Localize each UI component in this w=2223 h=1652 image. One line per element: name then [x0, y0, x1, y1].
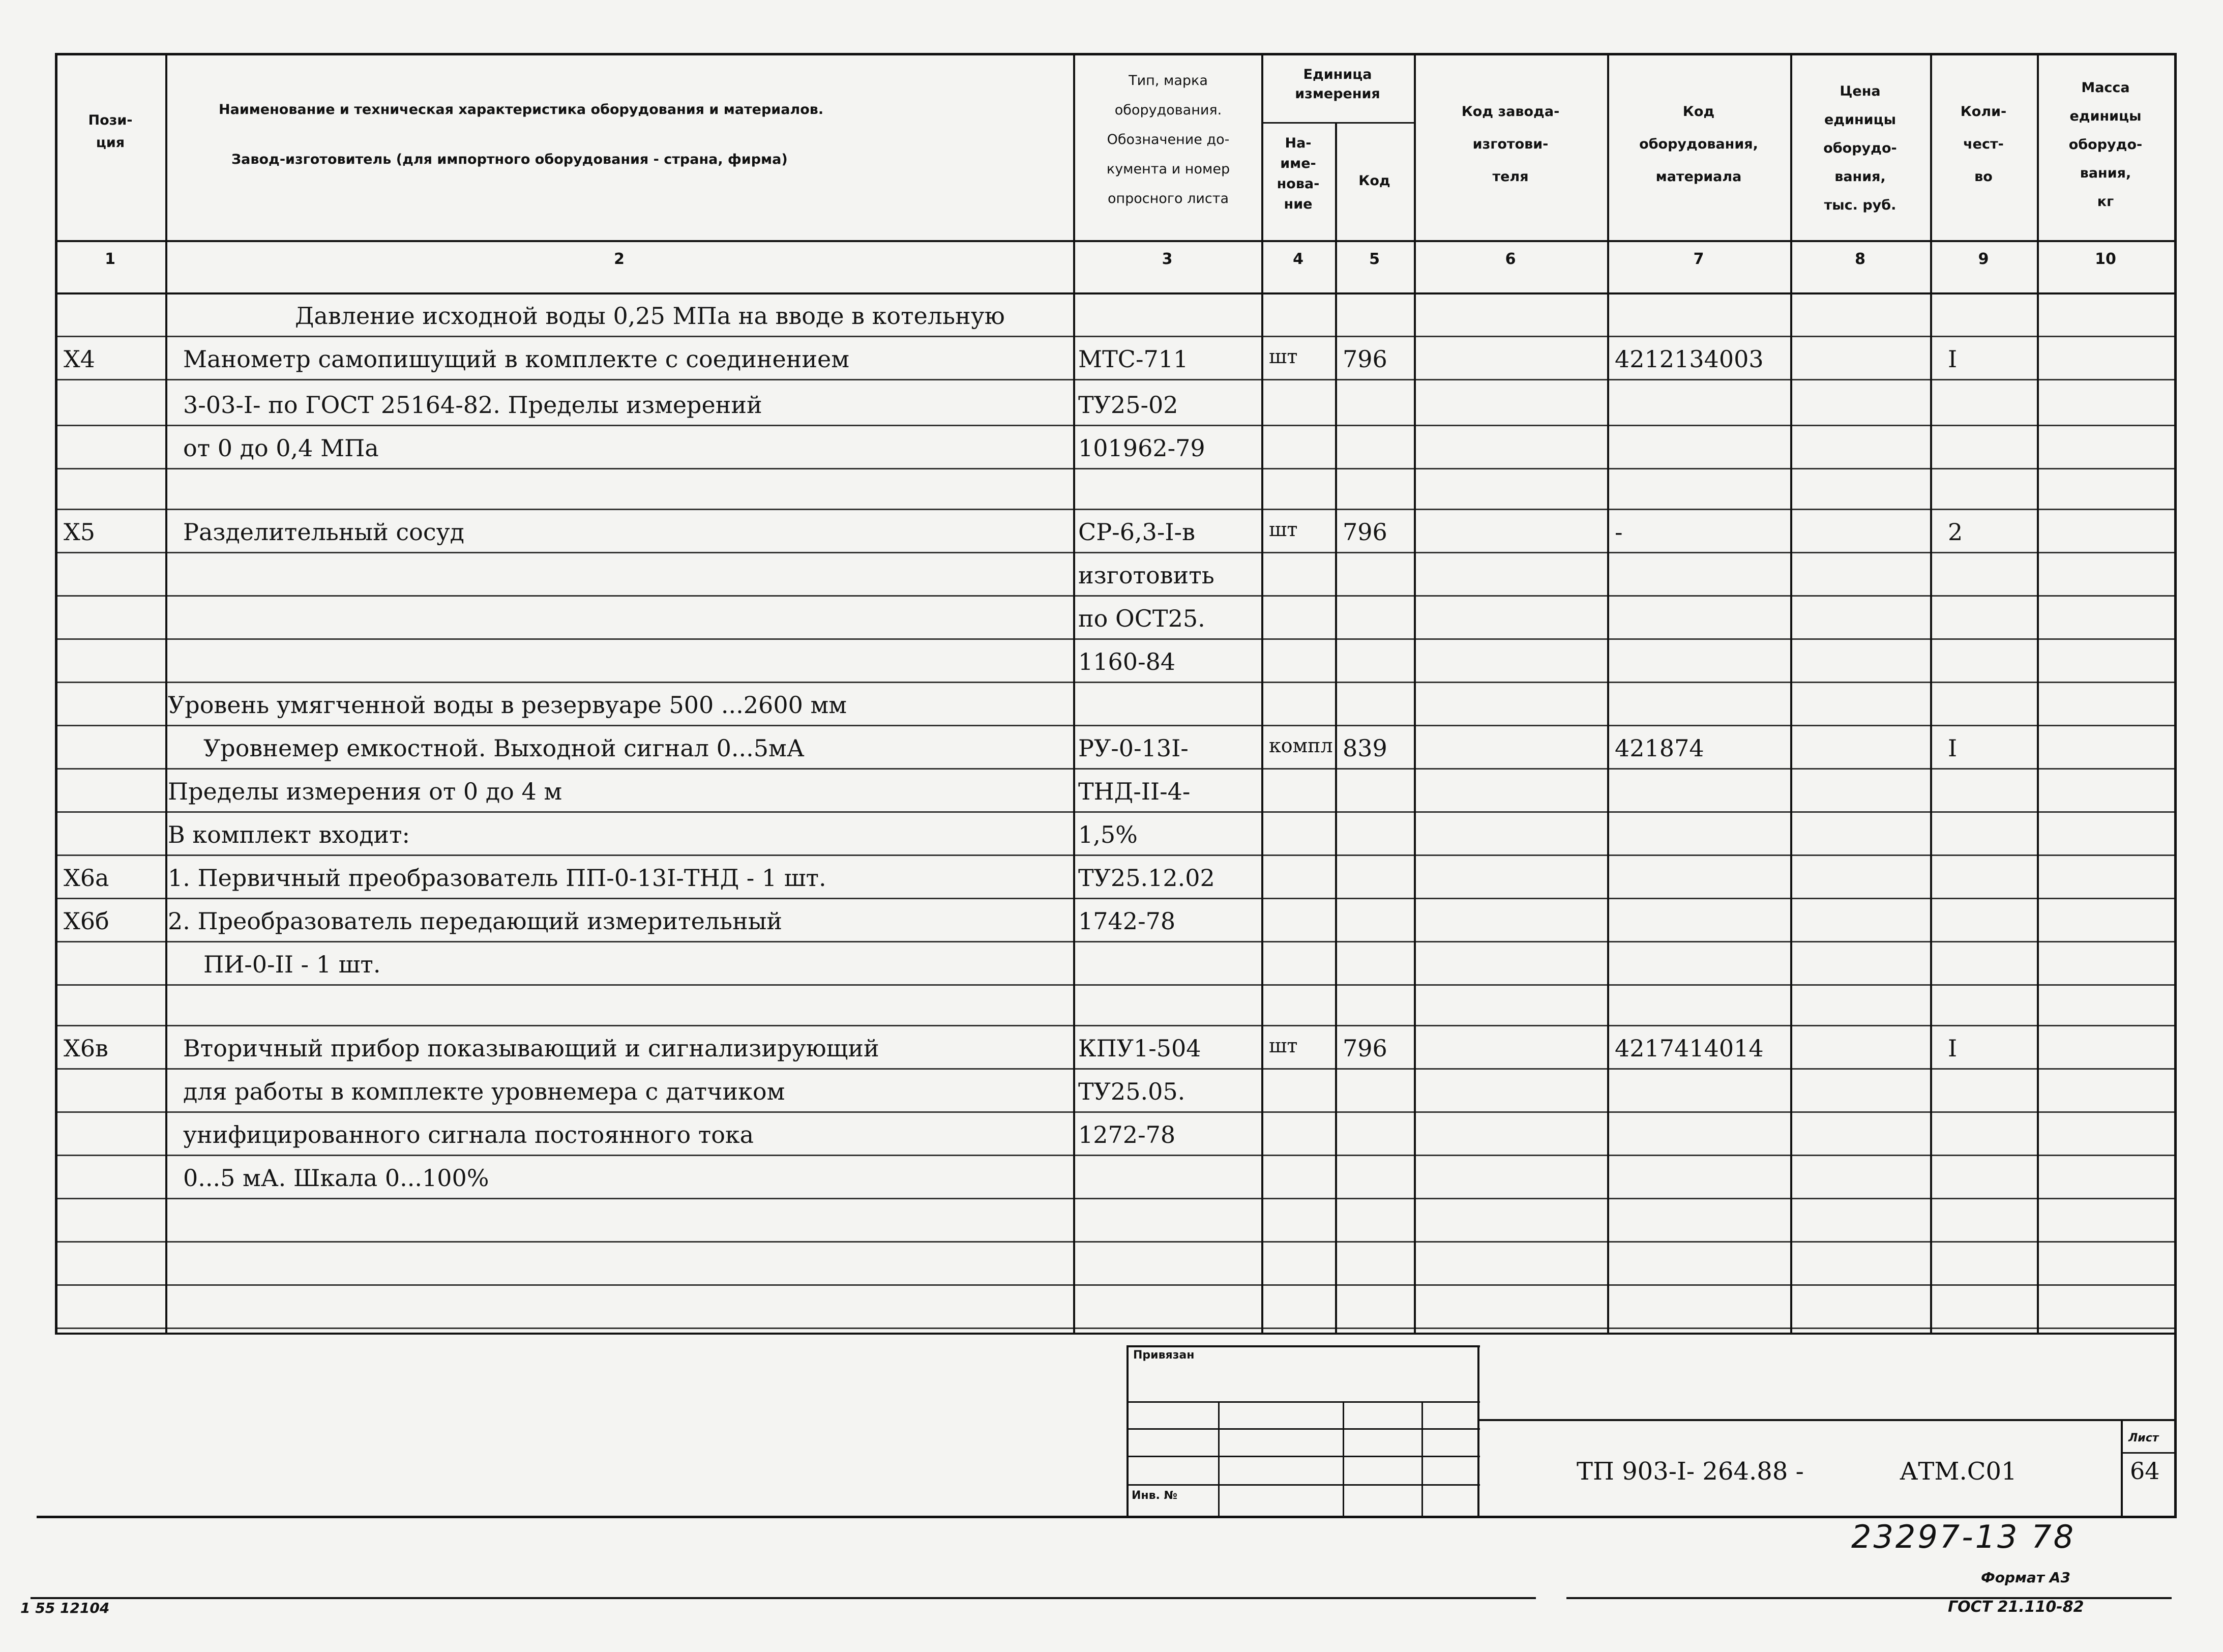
row-unit: шт	[1269, 1035, 1298, 1057]
row-divider	[55, 768, 2177, 770]
row-quantity: I	[1948, 734, 1958, 762]
header-equip-code: Код оборудования, материала	[1639, 104, 1758, 185]
row-type: ТУ25.12.02	[1078, 864, 1215, 892]
row-unit: компл	[1269, 734, 1333, 757]
header-name-line2: Завод-изготовитель (для импортного оборудования - страна, фирма)	[231, 152, 788, 167]
row-position: X5	[64, 518, 96, 546]
stamp-row2	[1127, 1428, 1480, 1430]
row-name: унифицированного сигнала постоянного тока	[183, 1121, 754, 1148]
row-name: В комплект входит:	[168, 821, 410, 848]
row-divider	[55, 468, 2177, 469]
header-position: Пози- ция	[88, 112, 133, 151]
stamp-box-left	[1127, 1345, 1129, 1516]
stamp-row4	[1127, 1484, 1480, 1486]
header-name-line1: Наименование и техническая характеристика оборудования и материалов.	[219, 102, 824, 117]
row-divider	[55, 1068, 2177, 1070]
row-type: 1,5%	[1078, 821, 1138, 848]
row-divider	[55, 595, 2177, 597]
stamp-col3	[1421, 1401, 1423, 1516]
row-name: 3-03-I- по ГОСТ 25164-82. Пределы измерений	[183, 391, 762, 419]
column-divider	[2037, 53, 2039, 1333]
column-number: 2	[614, 250, 625, 268]
sheet-box-mid	[2121, 1452, 2177, 1454]
row-name: 2. Преобразователь передающий измерительный	[168, 907, 782, 935]
row-type: 1160-84	[1078, 648, 1176, 675]
row-unit-code: 796	[1343, 345, 1387, 373]
row-divider	[55, 1241, 2177, 1243]
row-name: Разделительный сосуд	[183, 518, 464, 546]
footer-line	[31, 1597, 1536, 1599]
column-number: 7	[1693, 250, 1704, 268]
row-type: 1272-78	[1078, 1121, 1176, 1148]
row-unit: шт	[1269, 518, 1298, 541]
left-code: 1 55 12104	[20, 1600, 110, 1616]
row-position: X6а	[64, 864, 109, 892]
row-name: Уровень умягченной воды в резервуаре 500 ...2600 мм	[168, 691, 847, 719]
header-mass: Масса единицы оборудо- вания, кг	[2068, 80, 2143, 210]
column-divider	[1335, 122, 1337, 1333]
row-type: РУ-0-13I-	[1078, 734, 1189, 762]
stamp-col2	[1343, 1401, 1344, 1516]
stamp-right-top	[1477, 1419, 2177, 1421]
row-name: Давление исходной воды 0,25 МПа на вводе в котельную	[295, 302, 1005, 330]
header-unit-name: На- име- нова- ние	[1277, 135, 1320, 212]
column-number: 6	[1505, 250, 1516, 268]
row-divider	[55, 552, 2177, 553]
row-divider	[55, 725, 2177, 726]
row-type: 101962-79	[1078, 434, 1205, 462]
row-divider	[55, 811, 2177, 813]
row-name: ПИ-0-II - 1 шт.	[203, 951, 381, 978]
row-type: ТУ25-02	[1078, 391, 1178, 419]
header-qty: Коли- чест- во	[1960, 104, 2007, 185]
row-name: 0...5 мА. Шкала 0...100%	[183, 1164, 489, 1192]
row-position: X6в	[64, 1035, 108, 1062]
stamp-col1	[1218, 1401, 1220, 1516]
row-equip-code: 4212134003	[1615, 345, 1764, 373]
row-divider	[55, 984, 2177, 986]
row-divider	[55, 1155, 2177, 1156]
row-divider	[55, 638, 2177, 640]
stamp-box-top	[1127, 1345, 1480, 1347]
row-type: по ОСТ25.	[1078, 605, 1205, 632]
row-name: Манометр самопишущий в комплекте с соединением	[183, 345, 850, 373]
stamp-inv-no: Инв. №	[1132, 1489, 1178, 1502]
row-unit: шт	[1269, 345, 1298, 368]
column-number: 9	[1978, 250, 1989, 268]
row-divider	[55, 898, 2177, 899]
row-name: 1. Первичный преобразователь ПП-0-13I-ТНД - 1 шт.	[168, 864, 826, 892]
row-type: КПУ1-504	[1078, 1035, 1201, 1062]
stamp-row1	[1127, 1401, 1480, 1403]
unit-split-line	[1261, 122, 1414, 124]
frame-top	[55, 53, 2177, 55]
row-position: X6б	[64, 907, 109, 935]
column-number: 10	[2095, 250, 2116, 268]
row-quantity: I	[1948, 345, 1958, 373]
row-divider	[55, 1111, 2177, 1113]
column-number: 3	[1162, 250, 1173, 268]
row-quantity: 2	[1948, 518, 1963, 546]
row-name: от 0 до 0,4 МПа	[183, 434, 379, 462]
column-divider	[165, 53, 167, 1333]
column-number: 4	[1293, 250, 1303, 268]
doc-code: ТП 903-I- 264.88 -	[1577, 1457, 1804, 1486]
row-type: ТНД-II-4-	[1078, 778, 1191, 805]
row-divider	[55, 425, 2177, 426]
frame-right	[2174, 53, 2177, 1518]
row-divider	[55, 1284, 2177, 1286]
row-type: изготовить	[1078, 562, 1214, 589]
column-number: 5	[1369, 250, 1380, 268]
column-divider	[1930, 53, 1932, 1333]
stamp-box-right	[1477, 1345, 1479, 1516]
row-quantity: I	[1948, 1035, 1958, 1062]
row-equip-code: 4217414014	[1615, 1035, 1764, 1062]
row-type: 1742-78	[1078, 907, 1176, 935]
row-name: Уровнемер емкостной. Выходной сигнал 0...5мА	[203, 734, 805, 762]
row-divider	[55, 379, 2177, 380]
header-bottom-line	[55, 240, 2177, 242]
row-divider	[55, 1198, 2177, 1199]
row-position: X4	[64, 345, 96, 373]
table-end-line	[55, 1333, 2177, 1335]
header-unit-title: Единица измерения	[1295, 67, 1380, 102]
column-number: 1	[105, 250, 115, 268]
stamp-row3	[1127, 1456, 1480, 1457]
row-type: СР-6,3-I-в	[1078, 518, 1195, 546]
header-price: Цена единицы оборудо- вания, тыс. руб.	[1823, 83, 1897, 213]
row-divider	[55, 854, 2177, 856]
row-unit-code: 796	[1343, 518, 1387, 546]
sheet-label: Лист	[2128, 1432, 2159, 1444]
header-plant-code: Код завода- изготови- теля	[1461, 104, 1560, 185]
header-type: Тип, марка оборудования. Обозначение до- кумента и номер опросного листа	[1106, 73, 1230, 206]
stamp-privyazan: Привязан	[1133, 1349, 1195, 1362]
row-equip-code: -	[1615, 518, 1623, 546]
column-divider	[1790, 53, 1792, 1333]
row-name: для работы в комплекте уровнемера с датчиком	[183, 1078, 785, 1105]
row-unit-code: 796	[1343, 1035, 1387, 1062]
row-divider	[55, 509, 2177, 510]
frame-left	[55, 53, 57, 1335]
row-type: ТУ25.05.	[1078, 1078, 1185, 1105]
row-name: Пределы измерения от 0 до 4 м	[168, 778, 562, 805]
column-divider	[1073, 53, 1075, 1333]
row-name: Вторичный прибор показывающий и сигнализирующий	[183, 1035, 879, 1062]
row-divider	[55, 941, 2177, 942]
column-divider	[1607, 53, 1609, 1333]
column-divider	[1414, 53, 1416, 1333]
row-divider	[55, 336, 2177, 337]
format-label: Формат А3	[1981, 1569, 2070, 1586]
row-divider	[55, 682, 2177, 683]
sheet-number: 64	[2130, 1457, 2160, 1485]
column-number: 8	[1855, 250, 1865, 268]
row-divider	[55, 1328, 2177, 1329]
sheet-box-left	[2121, 1419, 2123, 1518]
column-divider	[1261, 53, 1263, 1333]
header-unit-code: Код	[1358, 173, 1390, 189]
colnum-bottom-line	[55, 292, 2177, 294]
row-divider	[55, 1025, 2177, 1026]
row-type: МТС-711	[1078, 345, 1189, 373]
doc-suffix: АТМ.С01	[1900, 1457, 2017, 1486]
gost-label: ГОСТ 21.110-82	[1948, 1598, 2084, 1616]
archive-number: 23297-13 78	[1851, 1518, 2076, 1555]
row-equip-code: 421874	[1615, 734, 1704, 762]
row-unit-code: 839	[1343, 734, 1387, 762]
